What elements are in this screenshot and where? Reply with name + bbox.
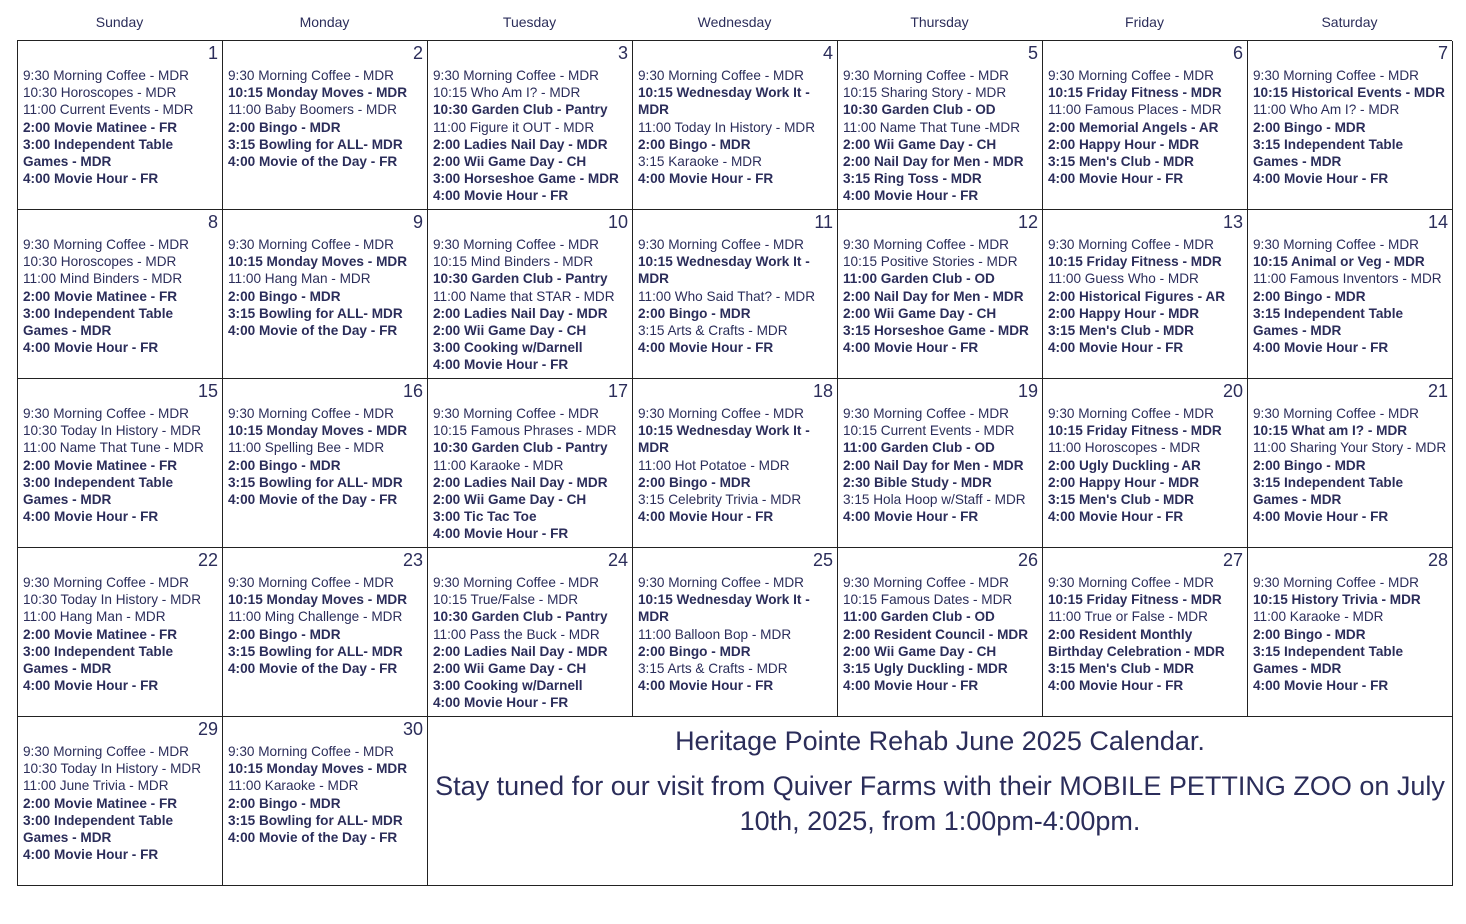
date-number: 29 [197, 719, 218, 739]
event-item: 11:00 Guess Who - MDR [1048, 271, 1199, 287]
event-item: 11:00 Garden Club - OD [843, 271, 995, 287]
event-item: 9:30 Morning Coffee - MDR [843, 68, 1009, 83]
event-item: 10:15 Sharing Story - MDR [843, 85, 1007, 101]
event-item: 11:00 Hot Potatoe - MDR [638, 457, 790, 473]
event-item: 2:00 Resident Monthly Birthday Celebration - MDR [1048, 626, 1225, 659]
day-cell [18, 379, 223, 548]
date-number: 1 [207, 43, 218, 63]
date-number: 27 [1222, 550, 1243, 570]
day-cell [1248, 379, 1453, 548]
event-item: 2:00 Wii Game Day - CH [433, 661, 587, 677]
event-item: 11:00 Karaoke - MDR [433, 457, 564, 473]
event-item: 9:30 Morning Coffee - MDR [843, 575, 1009, 590]
date-number: 15 [197, 381, 218, 401]
event-item: 9:30 Morning Coffee - MDR [1048, 406, 1214, 421]
event-item: 9:30 Morning Coffee - MDR [228, 68, 394, 83]
event-item: 10:15 Animal or Veg - MDR [1253, 254, 1425, 270]
date-number: 22 [197, 550, 218, 570]
event-item: 9:30 Morning Coffee - MDR [638, 68, 804, 83]
event-item: 2:00 Movie Matinee - FR [23, 626, 178, 642]
event-item: 3:15 Independent Table Games - MDR [1253, 643, 1404, 677]
event-item: 10:15 Positive Stories - MDR [843, 254, 1018, 270]
event-item: 9:30 Morning Coffee - MDR [228, 237, 394, 252]
day-cell [428, 548, 633, 717]
event-item: 2:00 Happy Hour - MDR [1048, 305, 1200, 321]
weekday-wednesday: Wednesday [697, 14, 772, 30]
date-number: 23 [402, 550, 423, 570]
event-item: 3:00 Independent Table Games - MDR [23, 136, 174, 170]
event-item: 11:00 Pass the Buck - MDR [433, 626, 600, 642]
day-cell [428, 379, 633, 548]
event-item: 4:00 Movie Hour - FR [23, 847, 159, 863]
event-item: 4:00 Movie Hour - FR [638, 509, 774, 525]
event-item: 10:15 Friday Fitness - MDR [1048, 592, 1222, 608]
event-item: 4:00 Movie Hour - FR [638, 171, 774, 187]
event-item: 4:00 Movie Hour - FR [23, 171, 159, 187]
event-item: 2:00 Bingo - MDR [1253, 288, 1366, 304]
event-item: 2:00 Ladies Nail Day - MDR [433, 305, 608, 321]
event-item: 4:00 Movie Hour - FR [638, 340, 774, 356]
event-item: 3:00 Independent Table Games - MDR [23, 474, 174, 508]
date-number: 18 [812, 381, 833, 401]
event-item: 11:00 Garden Club - OD [843, 609, 995, 625]
event-item: 10:15 Monday Moves - MDR [228, 85, 408, 101]
event-item: 2:00 Movie Matinee - FR [23, 457, 178, 473]
event-item: 10:15 Friday Fitness - MDR [1048, 254, 1222, 270]
event-item: 10:15 Famous Dates - MDR [843, 592, 1013, 608]
event-item: 10:15 History Trivia - MDR [1253, 592, 1421, 608]
date-number: 17 [607, 381, 628, 401]
event-item: 4:00 Movie Hour - FR [1048, 171, 1184, 187]
event-item: 11:00 Horoscopes - MDR [1048, 440, 1201, 456]
event-item: 2:00 Happy Hour - MDR [1048, 474, 1200, 490]
event-item: 2:00 Bingo - MDR [1253, 119, 1366, 135]
event-item: 9:30 Morning Coffee - MDR [433, 575, 599, 590]
announcement-text: Stay tuned for our visit from Quiver Farms with their MOBILE PETTING ZOO on July 10th, 2025, from 1:00pm-4:00pm. [435, 771, 1445, 836]
day-cell [223, 41, 428, 210]
event-item: 2:30 Bible Study - MDR [843, 474, 992, 490]
event-item: 3:15 Hola Hoop w/Staff - MDR [843, 492, 1026, 508]
day-cell [838, 379, 1043, 548]
event-item: 3:00 Cooking w/Darnell [433, 340, 583, 356]
event-item: 11:00 Today In History - MDR [638, 119, 816, 135]
event-item: 3:15 Arts & Crafts - MDR [638, 661, 788, 677]
event-item: 2:00 Wii Game Day - CH [433, 323, 587, 339]
event-item: 10:15 Current Events - MDR [843, 423, 1015, 439]
weekday-friday: Friday [1125, 14, 1164, 30]
event-item: 10:15 Wednesday Work It - MDR [638, 423, 810, 456]
event-item: 4:00 Movie Hour - FR [23, 678, 159, 694]
event-item: 9:30 Morning Coffee - MDR [843, 237, 1009, 252]
event-item: 3:00 Horseshoe Game - MDR [433, 171, 619, 187]
event-item: 2:00 Memorial Angels - AR [1048, 119, 1219, 135]
event-item: 2:00 Movie Matinee - FR [23, 119, 178, 135]
event-item: 9:30 Morning Coffee - MDR [1253, 575, 1419, 590]
event-item: 4:00 Movie Hour - FR [1048, 340, 1184, 356]
event-item: 9:30 Morning Coffee - MDR [23, 575, 189, 590]
event-item: 2:00 Bingo - MDR [1253, 457, 1366, 473]
event-item: 9:30 Morning Coffee - MDR [1253, 406, 1419, 421]
date-number: 25 [812, 550, 833, 570]
event-item: 10:30 Garden Club - Pantry [433, 102, 608, 118]
event-item: 11:00 Sharing Your Story - MDR [1253, 440, 1447, 456]
day-cell [428, 210, 633, 379]
event-item: 9:30 Morning Coffee - MDR [1253, 68, 1419, 83]
event-item: 9:30 Morning Coffee - MDR [1048, 575, 1214, 590]
event-item: 2:00 Bingo - MDR [1253, 626, 1366, 642]
event-item: 11:00 Name That Tune -MDR [843, 119, 1021, 135]
event-item: 3:15 Bowling for ALL- MDR [228, 474, 403, 490]
day-cell [1043, 41, 1248, 210]
event-item: 11:00 June Trivia - MDR [23, 778, 169, 794]
event-item: 3:15 Arts & Crafts - MDR [638, 323, 788, 339]
event-item: 9:30 Morning Coffee - MDR [23, 406, 189, 421]
event-item: 10:15 Monday Moves - MDR [228, 423, 408, 439]
weekday-header-row [17, 0, 1452, 40]
date-number: 28 [1427, 550, 1448, 570]
event-item: 2:00 Wii Game Day - CH [843, 136, 997, 152]
event-item: 9:30 Morning Coffee - MDR [843, 406, 1009, 421]
day-cell [223, 717, 428, 886]
event-item: 4:00 Movie of the Day - FR [228, 323, 398, 339]
event-item: 3:15 Men's Club - MDR [1048, 323, 1194, 339]
weekday-tuesday: Tuesday [502, 14, 557, 30]
event-item: 2:00 Historical Figures - AR [1048, 288, 1226, 304]
event-item: 9:30 Morning Coffee - MDR [433, 406, 599, 421]
event-item: 4:00 Movie Hour - FR [843, 340, 979, 356]
day-cell [838, 210, 1043, 379]
event-item: 10:30 Garden Club - Pantry [433, 271, 608, 287]
event-item: 11:00 Baby Boomers - MDR [228, 102, 397, 118]
event-item: 3:15 Men's Club - MDR [1048, 154, 1194, 170]
event-item: 3:15 Ugly Duckling - MDR [843, 661, 1008, 677]
event-item: 11:00 Who Said That? - MDR [638, 288, 816, 304]
event-item: 2:00 Wii Game Day - CH [843, 643, 997, 659]
event-item: 3:00 Cooking w/Darnell [433, 678, 583, 694]
event-item: 10:15 Monday Moves - MDR [228, 592, 408, 608]
event-item: 3:15 Celebrity Trivia - MDR [638, 492, 802, 508]
event-item: 11:00 Name That Tune - MDR [23, 440, 204, 456]
event-item: 11:00 Hang Man - MDR [228, 271, 371, 287]
event-item: 4:00 Movie Hour - FR [843, 509, 979, 525]
event-item: 9:30 Morning Coffee - MDR [228, 575, 394, 590]
event-item: 3:15 Bowling for ALL- MDR [228, 812, 403, 828]
event-item: 4:00 Movie Hour - FR [1253, 171, 1389, 187]
event-item: 3:15 Independent Table Games - MDR [1253, 305, 1404, 339]
event-item: 11:00 Figure it OUT - MDR [433, 119, 595, 135]
event-item: 2:00 Bingo - MDR [638, 305, 751, 321]
event-item: 2:00 Ladies Nail Day - MDR [433, 136, 608, 152]
weekday-sunday: Sunday [95, 14, 144, 30]
event-item: 11:00 Famous Inventors - MDR [1253, 271, 1442, 287]
day-cell [633, 548, 838, 717]
event-item: 4:00 Movie Hour - FR [843, 678, 979, 694]
event-item: 4:00 Movie Hour - FR [1253, 678, 1389, 694]
event-item: 4:00 Movie of the Day - FR [228, 830, 398, 846]
event-item: 3:15 Independent Table Games - MDR [1253, 136, 1404, 170]
event-item: 2:00 Ugly Duckling - AR [1048, 457, 1201, 473]
date-number: 11 [814, 212, 833, 232]
event-item: 4:00 Movie Hour - FR [23, 509, 159, 525]
event-item: 11:00 Karaoke - MDR [228, 778, 359, 794]
event-item: 10:15 Who Am I? - MDR [433, 85, 581, 101]
event-item: 4:00 Movie Hour - FR [1253, 340, 1389, 356]
event-item: 4:00 Movie Hour - FR [1253, 509, 1389, 525]
date-number: 9 [412, 212, 423, 232]
event-item: 2:00 Wii Game Day - CH [433, 492, 587, 508]
day-cell [838, 548, 1043, 717]
event-item: 2:00 Nail Day for Men - MDR [843, 288, 1024, 304]
event-item: 3:00 Independent Table Games - MDR [23, 643, 174, 677]
event-item: 3:15 Men's Club - MDR [1048, 661, 1194, 677]
event-item: 4:00 Movie Hour - FR [433, 695, 569, 711]
event-item: 11:00 Spelling Bee - MDR [228, 440, 385, 456]
event-item: 3:00 Tic Tac Toe [433, 509, 537, 525]
event-item: 4:00 Movie of the Day - FR [228, 661, 398, 677]
event-item: 2:00 Bingo - MDR [638, 643, 751, 659]
event-item: 4:00 Movie of the Day - FR [228, 492, 398, 508]
event-item: 9:30 Morning Coffee - MDR [23, 744, 189, 759]
event-item: 10:30 Garden Club - OD [843, 102, 996, 118]
event-item: 11:00 Famous Places - MDR [1048, 102, 1222, 118]
date-number: 13 [1222, 212, 1243, 232]
calendar-title: Heritage Pointe Rehab June 2025 Calendar. [675, 726, 1205, 756]
date-number: 26 [1017, 550, 1038, 570]
event-item: 9:30 Morning Coffee - MDR [638, 406, 804, 421]
event-item: 10:30 Horoscopes - MDR [23, 85, 177, 101]
announcement-cell [428, 717, 1453, 886]
date-number: 30 [402, 719, 423, 739]
date-number: 7 [1437, 43, 1448, 63]
event-item: 3:15 Bowling for ALL- MDR [228, 643, 403, 659]
event-item: 9:30 Morning Coffee - MDR [23, 68, 189, 83]
date-number: 21 [1427, 381, 1448, 401]
event-item: 3:15 Karaoke - MDR [638, 154, 762, 170]
day-cell [18, 41, 223, 210]
event-item: 9:30 Morning Coffee - MDR [228, 406, 394, 421]
event-item: 4:00 Movie Hour - FR [843, 188, 979, 204]
event-item: 9:30 Morning Coffee - MDR [1048, 68, 1214, 83]
event-item: 10:15 Famous Phrases - MDR [433, 423, 617, 439]
event-item: 9:30 Morning Coffee - MDR [433, 237, 599, 252]
event-item: 2:00 Bingo - MDR [638, 474, 751, 490]
event-item: 11:00 Hang Man - MDR [23, 609, 166, 625]
event-item: 4:00 Movie Hour - FR [23, 340, 159, 356]
date-number: 12 [1017, 212, 1038, 232]
event-item: 4:00 Movie Hour - FR [433, 526, 569, 542]
weekday-saturday: Saturday [1321, 14, 1378, 30]
event-item: 10:15 Wednesday Work It - MDR [638, 592, 810, 625]
weekday-monday: Monday [299, 14, 350, 30]
event-item: 9:30 Morning Coffee - MDR [638, 575, 804, 590]
event-item: 3:00 Independent Table Games - MDR [23, 812, 174, 846]
event-item: 2:00 Wii Game Day - CH [843, 305, 997, 321]
event-item: 10:15 Monday Moves - MDR [228, 761, 408, 777]
day-cell [633, 379, 838, 548]
event-item: 2:00 Bingo - MDR [228, 626, 341, 642]
day-cell [838, 41, 1043, 210]
event-item: 11:00 Garden Club - OD [843, 440, 995, 456]
event-item: 11:00 Who Am I? - MDR [1253, 102, 1400, 118]
day-cell [1248, 41, 1453, 210]
date-number: 3 [617, 43, 628, 63]
date-number: 19 [1017, 381, 1038, 401]
date-number: 5 [1027, 43, 1038, 63]
event-item: 9:30 Morning Coffee - MDR [228, 744, 394, 759]
event-item: 11:00 Name that STAR - MDR [433, 288, 615, 304]
event-item: 9:30 Morning Coffee - MDR [433, 68, 599, 83]
day-cell [633, 41, 838, 210]
event-item: 4:00 Movie of the Day - FR [228, 154, 398, 170]
event-item: 10:15 Historical Events - MDR [1253, 85, 1445, 101]
event-item: 2:00 Movie Matinee - FR [23, 288, 178, 304]
event-item: 11:00 Mind Binders - MDR [23, 271, 183, 287]
event-item: 9:30 Morning Coffee - MDR [23, 237, 189, 252]
date-number: 24 [607, 550, 628, 570]
event-item: 2:00 Ladies Nail Day - MDR [433, 643, 608, 659]
event-item: 3:15 Horseshoe Game - MDR [843, 323, 1029, 339]
event-item: 10:30 Horoscopes - MDR [23, 254, 177, 270]
event-item: 3:15 Ring Toss - MDR [843, 171, 982, 187]
event-item: 10:15 Monday Moves - MDR [228, 254, 408, 270]
calendar [17, 0, 1452, 886]
event-item: 2:00 Nail Day for Men - MDR [843, 457, 1024, 473]
event-item: 9:30 Morning Coffee - MDR [1253, 237, 1419, 252]
date-number: 14 [1427, 212, 1448, 232]
day-cell [18, 717, 223, 886]
event-item: 9:30 Morning Coffee - MDR [1048, 237, 1214, 252]
weekday-thursday: Thursday [910, 14, 969, 30]
day-cell [428, 41, 633, 210]
event-item: 10:30 Garden Club - Pantry [433, 609, 608, 625]
day-cell [1043, 210, 1248, 379]
event-item: 10:15 Mind Binders - MDR [433, 254, 594, 270]
event-item: 2:00 Resident Council - MDR [843, 626, 1029, 642]
event-item: 2:00 Ladies Nail Day - MDR [433, 474, 608, 490]
event-item: 4:00 Movie Hour - FR [1048, 678, 1184, 694]
date-number: 10 [607, 212, 628, 232]
event-item: 3:15 Independent Table Games - MDR [1253, 474, 1404, 508]
date-number: 2 [412, 43, 423, 63]
day-cell [1248, 210, 1453, 379]
event-item: 2:00 Bingo - MDR [228, 119, 341, 135]
calendar-grid [17, 40, 1452, 886]
date-number: 20 [1222, 381, 1243, 401]
event-item: 11:00 Current Events - MDR [23, 102, 194, 118]
event-item: 3:15 Bowling for ALL- MDR [228, 305, 403, 321]
event-item: 10:30 Garden Club - Pantry [433, 440, 608, 456]
event-item: 2:00 Wii Game Day - CH [433, 154, 587, 170]
day-cell [18, 210, 223, 379]
date-number: 4 [822, 43, 833, 63]
event-item: 9:30 Morning Coffee - MDR [638, 237, 804, 252]
event-item: 10:30 Today In History - MDR [23, 592, 202, 608]
event-item: 2:00 Movie Matinee - FR [23, 795, 178, 811]
event-item: 10:15 Friday Fitness - MDR [1048, 423, 1222, 439]
event-item: 11:00 True or False - MDR [1048, 609, 1208, 625]
day-cell [1248, 548, 1453, 717]
day-cell [1043, 379, 1248, 548]
day-cell [18, 548, 223, 717]
event-item: 4:00 Movie Hour - FR [1048, 509, 1184, 525]
event-item: 10:15 Wednesday Work It - MDR [638, 85, 810, 118]
event-item: 10:30 Today In History - MDR [23, 761, 202, 777]
event-item: 11:00 Karaoke - MDR [1253, 609, 1384, 625]
event-item: 2:00 Bingo - MDR [638, 136, 751, 152]
event-item: 2:00 Nail Day for Men - MDR [843, 154, 1024, 170]
day-cell [223, 548, 428, 717]
event-item: 10:15 Wednesday Work It - MDR [638, 254, 810, 287]
event-item: 2:00 Bingo - MDR [228, 457, 341, 473]
event-item: 3:00 Independent Table Games - MDR [23, 305, 174, 339]
event-item: 3:15 Men's Club - MDR [1048, 492, 1194, 508]
event-item: 4:00 Movie Hour - FR [638, 678, 774, 694]
date-number: 6 [1232, 43, 1243, 63]
date-number: 8 [207, 212, 218, 232]
event-item: 10:15 What am I? - MDR [1253, 423, 1408, 439]
event-item: 2:00 Bingo - MDR [228, 288, 341, 304]
day-cell [1043, 548, 1248, 717]
event-item: 2:00 Happy Hour - MDR [1048, 136, 1200, 152]
date-number: 16 [402, 381, 423, 401]
day-cell [223, 379, 428, 548]
event-item: 4:00 Movie Hour - FR [433, 357, 569, 373]
day-cell [223, 210, 428, 379]
event-item: 11:00 Ming Challenge - MDR [228, 609, 403, 625]
day-cell [633, 210, 838, 379]
event-item: 3:15 Bowling for ALL- MDR [228, 136, 403, 152]
event-item: 10:15 True/False - MDR [433, 592, 579, 608]
event-item: 2:00 Bingo - MDR [228, 795, 341, 811]
event-item: 4:00 Movie Hour - FR [433, 188, 569, 204]
event-item: 10:15 Friday Fitness - MDR [1048, 85, 1222, 101]
event-item: 10:30 Today In History - MDR [23, 423, 202, 439]
event-item: 11:00 Balloon Bop - MDR [638, 626, 792, 642]
